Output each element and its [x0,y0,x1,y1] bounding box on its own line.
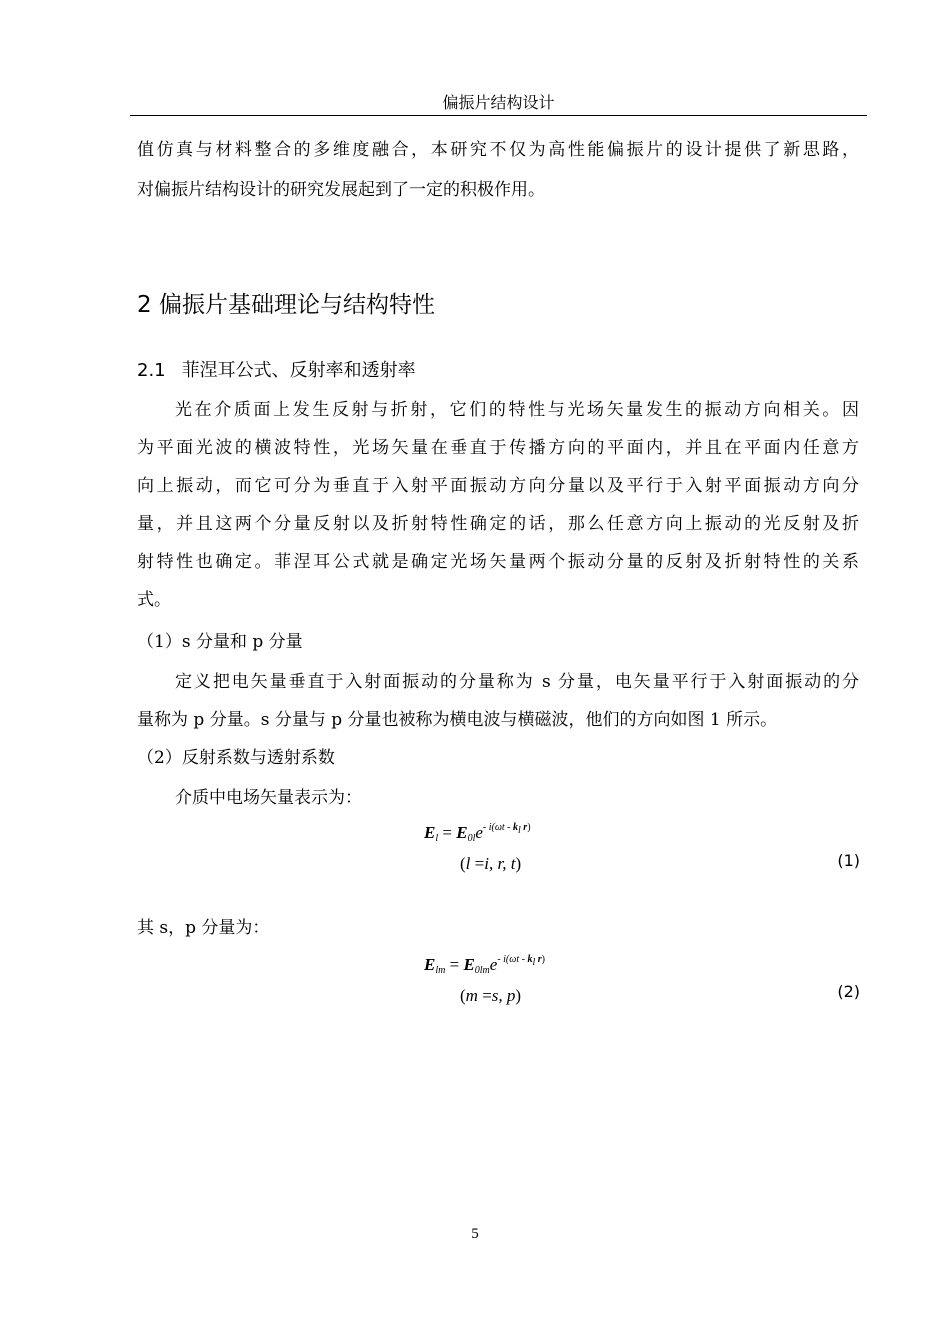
paragraph-line: 光在介质面上发生反射与折射，它们的特性与光场矢量发生的振动方向相关。因 [175,400,859,420]
paragraph-line: 式。 [137,590,171,610]
header-rule [130,115,867,116]
intro-line: 值仿真与材料整合的多维度融合，本研究不仅为高性能偏振片的设计提供了新思路， [137,140,859,160]
equation-number: (1) [837,851,860,870]
subsection-title: 菲涅耳公式、反射率和透射率 [181,360,416,381]
list-item-label: （1）s 分量和 p 分量 [137,632,303,652]
running-header: 偏振片结构设计 [442,93,555,112]
paragraph-line: 量，并且这两个分量反射以及折射特性确定的话，那么任意方向上振动的光反射及折 [137,514,859,534]
paragraph-line: 向上振动，而它可分为垂直于入射平面振动方向分量以及平行于入射平面振动方向分 [137,476,859,496]
equation-2-main: $E_{lm} = E_{0lm}e^{- i(\omega t - k_l r)}$ [424,954,545,976]
paragraph-line: 其 s，p 分量为： [137,918,270,938]
subsection-heading [137,358,416,384]
paragraph-line: 介质中电场矢量表示为： [175,788,362,808]
paragraph-line: 为平面光波的横波特性，光场矢量在垂直于传播方向的平面内，并且在平面内任意方 [137,438,859,458]
subsection-number: 2.1 [137,360,166,381]
equation-2-condition: (m =s, p) [460,986,522,1005]
intro-line: 对偏振片结构设计的研究发展起到了一定的积极作用。 [137,180,545,200]
paragraph-line: 量称为 p 分量。s 分量与 p 分量也被称为横电波与横磁波，他们的方向如图 1 所示。 [137,710,778,730]
list-item-label: （2）反射系数与透射系数 [137,748,335,768]
paragraph-line: 射特性也确定。菲涅耳公式就是确定光场矢量两个振动分量的反射及折射特性的关系 [137,552,859,572]
page-number: 5 [471,1226,479,1242]
section-heading: 2 偏振片基础理论与结构特性 [137,292,435,318]
equation-1-condition: (l =i, r, t) [460,854,522,873]
equation-number: (2) [837,982,860,1001]
paragraph-line: 定义把电矢量垂直于入射面振动的分量称为 s 分量，电矢量平行于入射面振动的分 [175,672,859,692]
equation-1-main: $E_l = E_{0l}e^{- i(\omega t - k_l r)}$ [424,822,531,844]
